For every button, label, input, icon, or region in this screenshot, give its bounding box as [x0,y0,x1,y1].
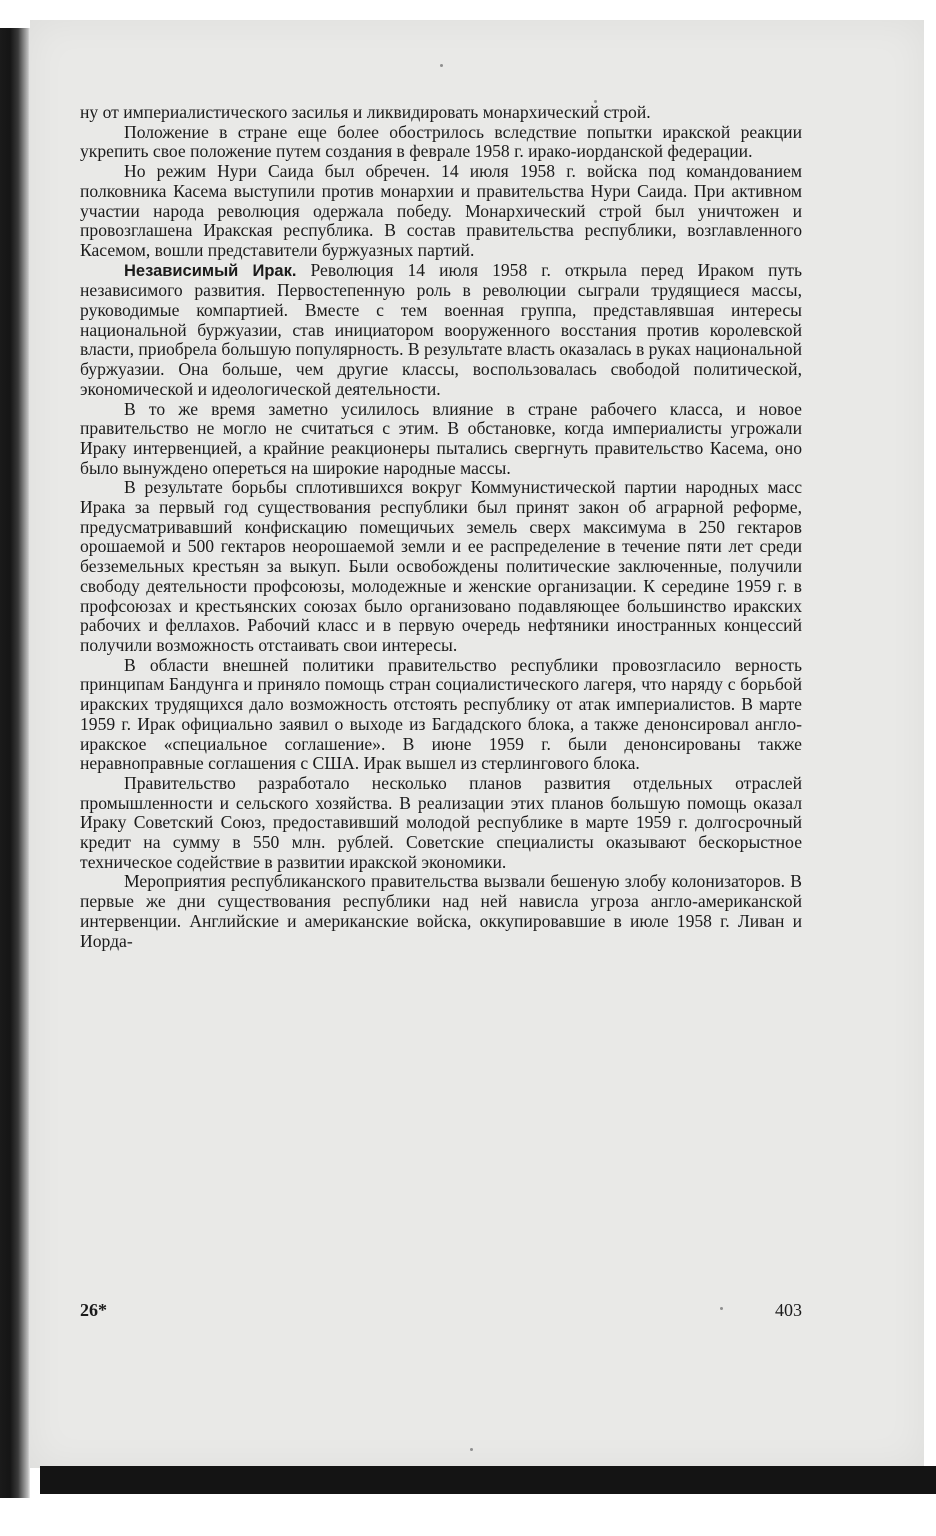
section-heading: Независимый Ирак. [124,261,297,280]
dust-speck [470,1448,473,1451]
paragraph-text: Правительство разработало несколько планов развития отдельных отраслей промышленности и сельского хозяйства. В реализации этих планов большую помощь оказал Ираку Советский Союз, предоставивший молодой республике в марте 1959 г. долгосрочный кредит на сумму в 550 млн. рублей. Советские специалисты оказывают бескорыстное техническое содействие в развитии иракской экономики. [80,772,802,872]
paragraph [80,103,802,123]
paragraph-text: Мероприятия республиканского правительства вызвали бешеную злобу колонизаторов. В первые же дни существования республики над ней нависла угроза англо-американской интервенции. Английские и американские войска, оккупировавшие в июле 1958 г. Ливан и Иорда- [80,871,802,951]
paragraph-text: Положение в стране еще более обострилось вследствие попытки иракской реакции укрепить свое положение путем создания в феврале 1958 г. ирако-иорданской федерации. [80,121,802,162]
printer-signature: 26* [80,1300,107,1320]
dust-speck [440,64,443,67]
paragraph-text: В области внешней политики правительство республики провозгласило верность принципам Бандунга и приняло помощь стран социалистического лагеря, что наряду с борьбой иракских трудящихся дало возможность отстоять республику от атак империалистов. В марте 1959 г. Ирак официально заявил о выходе из Багдадского блока, а также денонсировал англо-иракское «специальное соглашение». В июне 1959 г. были денонсированы также неравноправные соглашения с США. Ирак вышел из стерлингового блока. [80,654,802,774]
paragraph-text: В результате борьбы сплотившихся вокруг Коммунистической партии народных масс Ирака за первый год существования республики был принят закон об аграрной реформе, предусматривавший конфискацию помещичьих земель сверх максимума в 250 гектаров орошаемой и 500 гектаров неорошаемой земли и ее распределение в течение пяти лет среди безземельных крестьян за выкуп. Были освобождены политические заключенные, получили свободу деятельности профсоюзы, молодежные и женские организации. К середине 1959 г. в профсоюзах и крестьянских союзах было организовано подавляющее большинство иракских рабочих и феллахов. Рабочий класс и в первую очередь нефтяники иностранных концессий получили возможность отстаивать свои интересы. [80,477,802,655]
paragraph-text: Революция 14 июля 1958 г. открыла перед Ираком путь независимого развития. Первостепенную роль в революции сыграли трудящиеся массы, руководимые компартией. Вместе с тем военная группа, представлявшая интересы национальной буржуазии, став инициатором вооруженного восстания против королевской власти, приобрела большую популярность. В результате власть оказалась в руках национальной буржуазии. Она больше, чем другие классы, воспользовалась свободой политической, экономической и идеологической деятельности. [80,259,802,399]
paragraph [80,162,802,261]
paragraph [80,478,802,655]
paragraph [80,123,802,162]
page-number: 403 [775,1300,802,1320]
paragraph [80,400,802,479]
paragraph-text: В то же время заметно усилилось влияние в стране рабочего класса, и новое правительство не могло не считаться с этим. В обстановке, когда империалисты угрожали Ираку интервенцией, а крайние реакционеры пытались свергнуть правительство Касема, оно было вынуждено опереться на широкие народные массы. [80,398,802,478]
book-spine-shadow [0,28,30,1498]
paragraph [80,872,802,951]
paragraph [80,656,802,774]
page-footer [80,1300,802,1324]
paragraph-text: Но режим Нури Саида был обречен. 14 июля 1958 г. войска под командованием полковника Касема выступили против монархии и правительства Нури Саида. При активном участии народа революция одержала победу. Монархический строй был уничтожен и провозглашена Иракская республика. В состав правительства республики, возглавленного Касемом, вошли представители буржуазных партий. [80,161,802,260]
paragraph-text: ну от империалистического засилья и ликвидировать монархический строй. [80,102,651,122]
paragraph [80,261,802,400]
scan-bottom-border [40,1466,936,1494]
body-text [80,103,802,951]
paragraph [80,774,802,873]
